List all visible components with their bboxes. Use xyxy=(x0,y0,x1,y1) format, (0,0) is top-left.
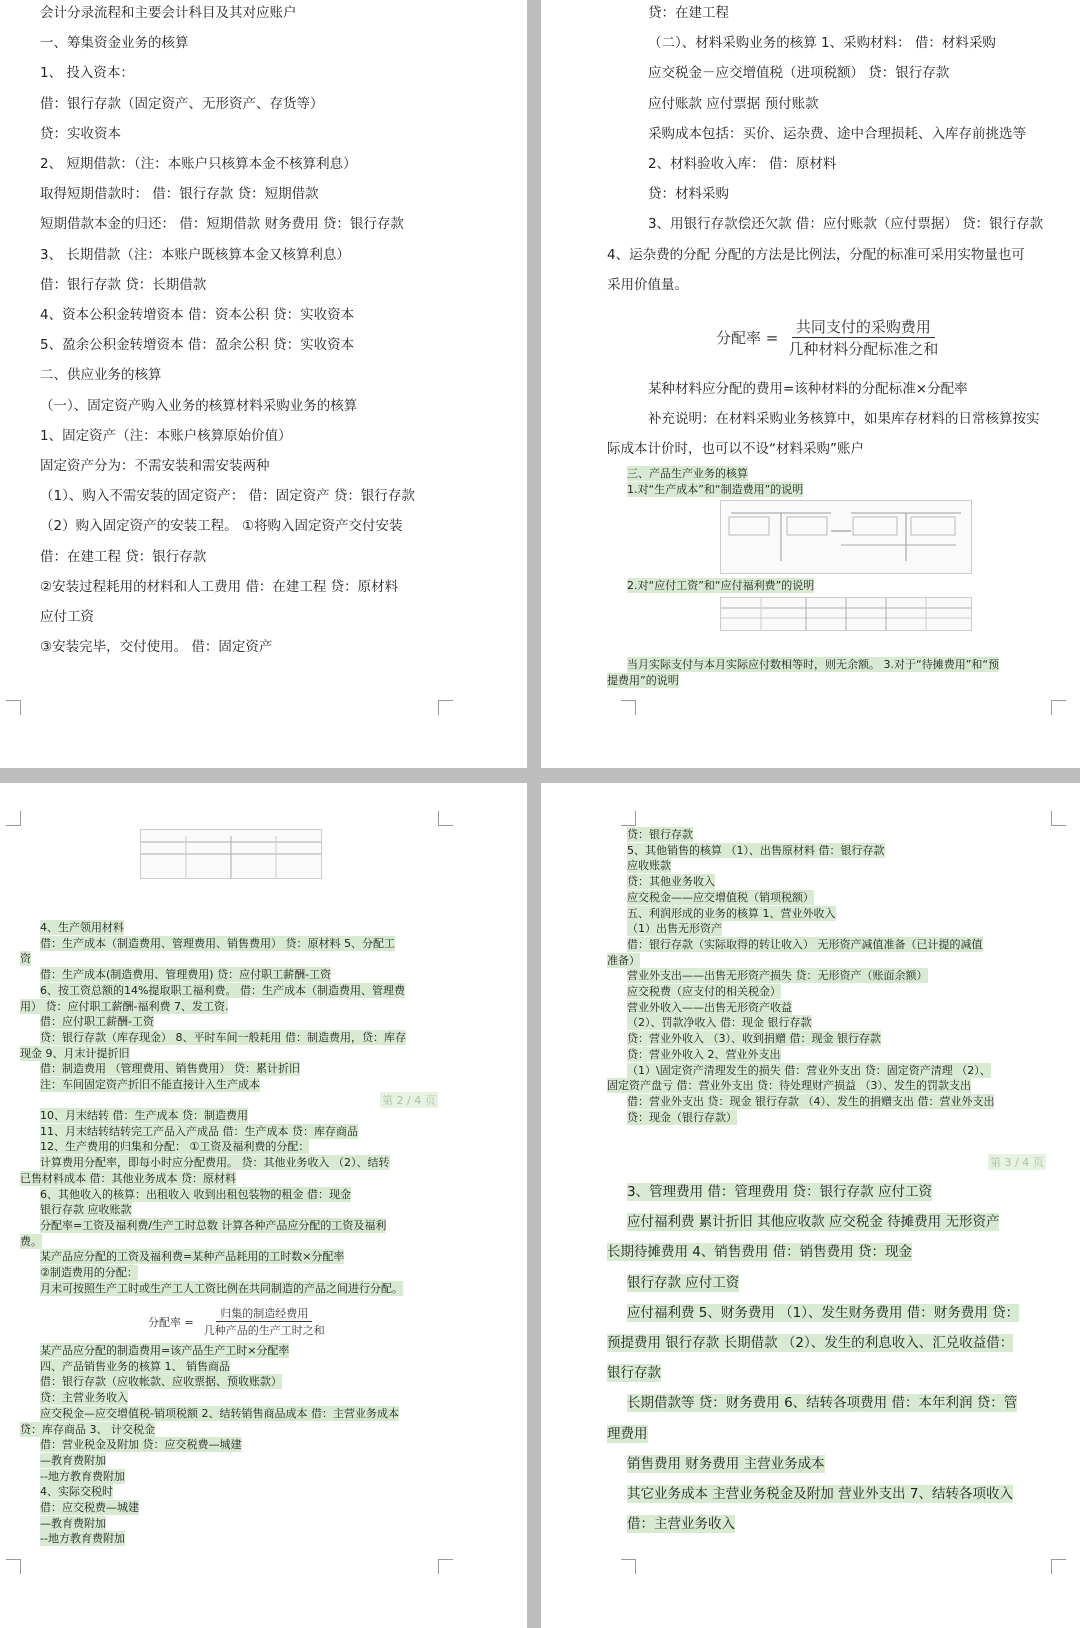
page-corner-mark xyxy=(621,811,636,826)
body-text-line: 3、用银行存款偿还欠款 借：应付账款（应付票据） 贷：银行存款 xyxy=(648,216,1044,233)
body-text-line: 贷：营业外收入 2、营业外支出 xyxy=(627,1047,781,1061)
body-text-line: 4、运杂费的分配 分配的方法是比例法，分配的标准可采用实物量也可 xyxy=(607,246,1025,263)
body-text-line: 4、实际交税时 xyxy=(40,1485,113,1499)
body-text-line: （2）购入固定资产的安装工程。 ①将购入固定资产交付安装 xyxy=(40,518,403,535)
body-text-line: 当月实际支付与本月实际应付数相等时，则无余额。 3.对于“待摊费用”和“预 xyxy=(627,658,1000,671)
body-text-line: 借：生产成本(制造费用、管理费用) 贷：应付职工薪酬-工资 xyxy=(40,968,332,982)
body-text-line: 借：主营业务收入 xyxy=(627,1516,735,1533)
body-text-line: 二、供应业务的核算 xyxy=(40,367,162,384)
body-text-line: ②制造费用的分配： xyxy=(40,1266,138,1279)
body-text-line: 1、 投入资本： xyxy=(40,65,134,82)
body-text-line: 其它业务成本 主营业务税金及附加 营业外支出 7、结转各项收入 xyxy=(627,1486,1013,1502)
body-text-line: ②安装过程耗用的材料和人工费用 借：在建工程 贷：原材料 xyxy=(40,578,399,595)
page-corner-mark xyxy=(1051,811,1066,826)
body-text-line: 月末可按照生产工时或生产工人工资比例在共同制造的产品之间进行分配。 xyxy=(40,1281,403,1295)
body-text-line: 某产品应分配的制造费用=该产品生产工时×分配率 xyxy=(40,1344,290,1357)
body-text-line: 注：车间固定资产折旧不能直接计入生产成本 xyxy=(40,1078,260,1091)
page-corner-mark xyxy=(1051,700,1066,715)
document-page-4 xyxy=(541,783,1080,1628)
body-text-line: 某种材料应分配的费用=该种材料的分配标准×分配率 xyxy=(648,381,968,397)
body-text-line: 借：营业税金及附加 贷：应交税费—城建 xyxy=(40,1438,242,1452)
body-text-line: —教育费附加 xyxy=(40,1453,106,1467)
body-text-line: 银行存款 应付工资 xyxy=(627,1274,740,1291)
document-page-2 xyxy=(541,0,1080,768)
prepaid-accrued-account-table xyxy=(140,829,322,879)
page-corner-mark xyxy=(6,700,21,715)
body-text-line: 6、其他收入的核算：出租收入 收到出租包装物的租金 借：现金 xyxy=(40,1187,351,1201)
page-corner-mark xyxy=(438,1559,453,1574)
formula-numerator: 共同支付的采购费用 xyxy=(792,316,935,338)
body-text-line: 贷：现金（银行存款） xyxy=(627,1110,737,1124)
body-text-line: 借：营业外支出 贷：现金 银行存款 （4）、发生的捐赠支出 借：营业外支出 xyxy=(627,1094,995,1108)
allocation-rate-formula xyxy=(716,316,942,359)
body-text-line: 2、 短期借款：（注：本账户只核算本金不核算利息） xyxy=(40,156,357,172)
page-corner-mark xyxy=(621,1559,636,1574)
body-text-line: —教育费附加 xyxy=(40,1516,106,1530)
body-text-line: 3、 长期借款（注：本账户既核算本金又核算利息） xyxy=(40,246,350,263)
body-text-line: 借：应交税费—城建 xyxy=(40,1501,139,1514)
body-text-line: 4、生产领用材料 xyxy=(40,921,124,934)
body-text-line: 6、按工资总额的14%提取职工福利费。 借：生产成本（制造费用、管理费 xyxy=(40,983,405,997)
body-text-line: 应交税金——应交增值税（销项税额） xyxy=(627,890,814,904)
page-corner-mark xyxy=(621,700,636,715)
body-text-line: 计算费用分配率，即每小时应分配费用。 贷：其他业务收入 （2）、结转 xyxy=(40,1156,390,1170)
body-text-line: 长期待摊费用 4、销售费用 借：销售费用 贷：现金 xyxy=(607,1244,912,1261)
body-text-line: 贷：在建工程 xyxy=(648,5,729,21)
section-heading: 三、产品生产业务的核算 xyxy=(627,467,748,480)
page-corner-mark xyxy=(6,1559,21,1574)
body-text-line: 短期借款本金的归还： 借：短期借款 财务费用 贷：银行存款 xyxy=(40,216,404,233)
page-number-label: 第 2 / 4 页 xyxy=(382,1094,436,1107)
page-corner-mark xyxy=(6,811,21,826)
body-text-line: 提费用”的说明 xyxy=(607,674,679,687)
body-text-line: 贷：库存商品 3、 计交税金 xyxy=(20,1422,155,1436)
body-text-line: 五、利润形成的业务的核算 1、营业外收入 xyxy=(627,906,836,920)
body-text-line: 贷：银行存款（库存现金） 8、平时车间一般耗用 借：制造费用，贷：库存 xyxy=(40,1030,406,1044)
body-text-line: 借：银行存款（固定资产、无形资产、存货等） xyxy=(40,95,324,112)
body-text-line: 费。 xyxy=(20,1234,42,1248)
body-text-line: 借：应付职工薪酬-工资 xyxy=(40,1015,154,1029)
section-heading: 2.对“应付工资”和“应付福利费”的说明 xyxy=(627,579,815,592)
body-text-line: --地方教育费附加 xyxy=(40,1469,125,1483)
body-text-line: 贷：银行存款 xyxy=(627,828,693,841)
wages-welfare-account-table xyxy=(720,597,972,631)
body-text-line: （1）、购入不需安装的固定资产： 借：固定资产 贷：银行存款 xyxy=(40,488,415,505)
body-text-line: 分配率=工资及福利费/生产工时总数 计算各种产品应分配的工资及福利 xyxy=(40,1218,387,1232)
body-text-line: 借：制造费用 （管理费用、销售费用） 贷：累计折旧 xyxy=(40,1062,300,1076)
body-text-line: 3、管理费用 借：管理费用 贷：银行存款 应付工资 xyxy=(627,1184,932,1200)
formula-numerator: 归集的制造经费用 xyxy=(216,1305,312,1322)
formula-denominator: 几种材料分配标准之和 xyxy=(788,340,939,358)
body-text-line: 银行存款 xyxy=(607,1365,661,1382)
body-text-line: 应付福利费 5、财务费用 （1）、发生财务费用 借：财务费用 贷： xyxy=(627,1304,1020,1321)
body-text-line: 贷：营业外收入 （3）、收到捐赠 借：现金 银行存款 xyxy=(627,1032,881,1046)
body-text-line: 资 xyxy=(20,952,31,966)
body-text-line: 会计分录流程和主要会计科目及其对应账户 xyxy=(40,5,297,21)
body-text-line: 借：银行存款（应收帐款、应收票据、预收账款） xyxy=(40,1375,282,1389)
body-text-line: 应付福利费 累计折旧 其他应收款 应交税金 待摊费用 无形资产 xyxy=(627,1214,1000,1231)
body-text-line: 贷：主营业务收入 xyxy=(40,1391,128,1405)
body-text-line: 应付工资 xyxy=(40,609,94,625)
document-page-1 xyxy=(0,0,527,768)
body-text-line: 4、资本公积金转增资本 借：资本公积 贷：实收资本 xyxy=(40,307,355,323)
body-text-line: 贷：材料采购 xyxy=(648,186,729,203)
body-text-line: 11、月末结转结转完工产品入产成品 借：生产成本 贷：库存商品 xyxy=(40,1124,358,1138)
body-text-line: 某产品应分配的工资及福利费=某种产品耗用的工时数×分配率 xyxy=(40,1250,345,1264)
body-text-line: 四、产品销售业务的核算 1、 销售商品 xyxy=(40,1359,230,1373)
body-text-line: 1、固定资产（注：本账户核算原始价值） xyxy=(40,427,292,444)
body-text-line: （一）、固定资产购入业务的核算材料采购业务的核算 xyxy=(40,397,358,414)
body-text-line: 采用价值量。 xyxy=(607,276,688,293)
body-text-line: 现金 9、月末计提折旧 xyxy=(20,1046,130,1060)
body-text-line: 营业外支出——出售无形资产损失 贷：无形资产（账面余额） xyxy=(627,969,928,983)
page-corner-mark xyxy=(1051,1559,1066,1574)
body-text-line: 借：银行存款（实际取得的转让收入） 无形资产减值准备（已计提的减值 xyxy=(627,937,983,951)
body-text-line: 贷：实收资本 xyxy=(40,125,121,142)
body-text-line: 借：在建工程 贷：银行存款 xyxy=(40,548,207,565)
body-text-line: 借：银行存款 贷：长期借款 xyxy=(40,276,207,293)
body-text-line: （2）、罚款净收入 借：现金 银行存款 xyxy=(627,1016,812,1030)
page-corner-mark xyxy=(438,700,453,715)
manufacturing-allocation-formula xyxy=(148,1305,329,1338)
body-text-line: 销售费用 财务费用 主营业务成本 xyxy=(627,1455,825,1472)
body-text-line: --地方教育费附加 xyxy=(40,1532,125,1546)
body-text-line: 补充说明：在材料采购业务核算中，如果库存材料的日常核算按实 xyxy=(648,411,1040,428)
body-text-line: （二）、材料采购业务的核算 1、采购材料： 借：材料采购 xyxy=(648,35,996,52)
body-text-line: 准备） xyxy=(607,953,640,967)
body-text-line: 应交税金—应交增值税-销项税额 2、结转销售商品成本 借：主营业务成本 xyxy=(40,1406,399,1420)
body-text-line: 应交税费（应支付的相关税金） xyxy=(627,985,781,998)
body-text-line: 固定资产分为：不需安装和需安装两种 xyxy=(40,458,270,474)
body-text-line: 采购成本包括：买价、运杂费、途中合理损耗、入库存前挑选等 xyxy=(648,125,1026,142)
body-text-line: 理费用 xyxy=(607,1425,648,1442)
body-text-line: 2、材料验收入库： 借：原材料 xyxy=(648,156,837,172)
body-text-line: 10、月末结转 借：生产成本 贷：制造费用 xyxy=(40,1109,248,1122)
section-heading: 1.对“生产成本”和“制造费用”的说明 xyxy=(627,483,804,496)
body-text-line: 际成本计价时，也可以不设“材料采购”账户 xyxy=(607,441,864,458)
document-page-3 xyxy=(0,783,527,1628)
body-text-line: 应收账款 xyxy=(627,859,671,873)
body-text-line: 预提费用 银行存款 长期借款 （2）、发生的利息收入、汇兑收益借： xyxy=(607,1335,1014,1351)
body-text-line: 应交税金－应交增值税（进项税额） 贷：银行存款 xyxy=(648,65,950,82)
body-text-line: 银行存款 应收账款 xyxy=(40,1203,132,1217)
body-text-line: 已售材料成本 借：其他业务成本 贷：原材料 xyxy=(20,1171,236,1185)
body-text-line: 应付账款 应付票据 预付账款 xyxy=(648,95,819,112)
body-text-line: 一、筹集资金业务的核算 xyxy=(40,35,189,52)
production-cost-flow-diagram xyxy=(720,500,972,574)
body-text-line: 用） 贷：应付职工薪酬-福利费 7、发工资. xyxy=(20,999,229,1013)
page-number-label: 第 3 / 4 页 xyxy=(990,1156,1044,1169)
body-text-line: 5、其他销售的核算 （1）、出售原材料 借：银行存款 xyxy=(627,843,885,857)
body-text-line: 固定资产盘亏 借：营业外支出 贷：待处理财产损益 （3）、发生的罚款支出 xyxy=(607,1079,971,1093)
page-corner-mark xyxy=(438,811,453,826)
body-text-line: 12、生产费用的归集和分配： ①工资及福利费的分配： xyxy=(40,1140,310,1154)
formula-lhs: 分配率 = xyxy=(148,1315,194,1329)
body-text-line: （1）出售无形资产 xyxy=(627,922,722,936)
body-text-line: （1）\固定资产清理发生的损失 借：营业外支出 贷：固定资产清理 （2）、 xyxy=(627,1063,991,1077)
body-text-line: 长期借款等 贷：财务费用 6、结转各项费用 借：本年利润 贷：管 xyxy=(627,1395,1018,1412)
body-text-line: 营业外收入——出售无形资产收益 xyxy=(627,1000,792,1014)
body-text-line: 取得短期借款时： 借：银行存款 贷：短期借款 xyxy=(40,186,319,203)
body-text-line: ③安装完毕，交付使用。 借：固定资产 xyxy=(40,639,273,656)
body-text-line: 贷：其他业务收入 xyxy=(627,875,715,889)
formula-denominator: 几种产品的生产工时之和 xyxy=(203,1324,325,1337)
formula-lhs: 分配率 = xyxy=(716,329,779,347)
body-text-line: 借：生产成本（制造费用、管理费用、销售费用） 贷：原材料 5、分配工 xyxy=(40,936,395,950)
body-text-line: 5、盈余公积金转增资本 借：盈余公积 贷：实收资本 xyxy=(40,337,355,354)
